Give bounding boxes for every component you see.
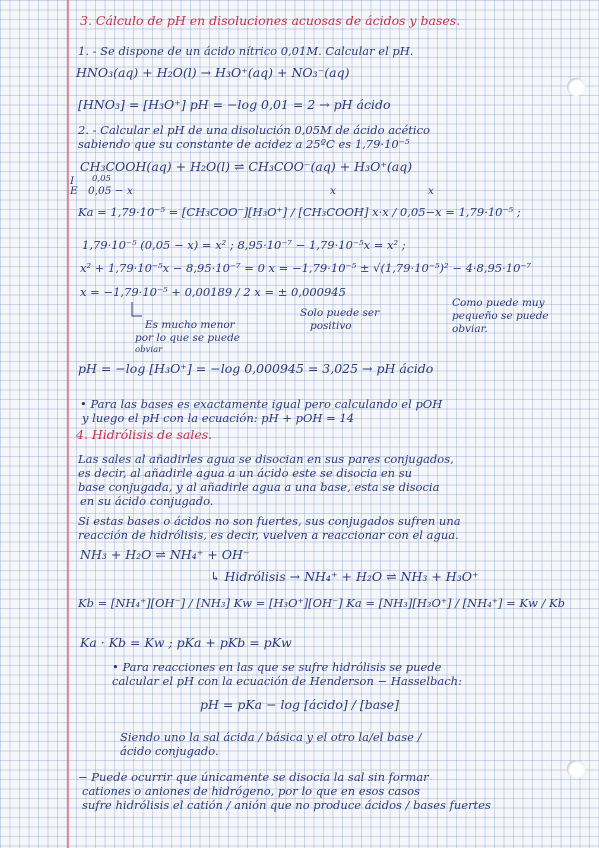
hydrolysis-text-6: reacción de hidrólisis, es decir, vuelven a reaccionar con el agua. [78,528,459,542]
annotation-only-positive-a: Solo puede ser [300,307,380,319]
equation-ka-expression: Ka = 1,79·10⁻⁵ = [CH₃COO⁻][H₃O⁺] / [CH₃COOH] x·x / 0,05−x = 1,79·10⁻⁵ ; [78,205,521,219]
final-note-a: − Puede ocurrir que únicamente se disocia la sal sin formar [78,770,429,784]
equation-kb-kw-ka: Kb = [NH₄⁺][OH⁻] / [NH₃] Kw = [H₃O⁺][OH⁻] Ka = [NH₃][H₃O⁺] / [NH₄⁺] = Kw / Kb [78,596,565,610]
annotation-much-smaller: Es mucho menor [145,319,235,331]
annotation-very-small-a: Como puede muy [452,297,545,309]
hydrolysis-text-5: Si estas bases o ácidos no son fuertes, sus conjugados sufren una [78,514,461,528]
binder-hole-bottom [567,760,585,778]
equation-ka-kb-relation: Ka · Kb = Kw ; pKa + pKb = pKw [80,635,292,650]
section-4-heading: 4. Hidrólisis de sales. [76,427,213,442]
final-note-b: cationes o aniones de hidrógeno, por lo que en esos casos [82,784,421,798]
equation-hydrolysis-ammonium: ↳ Hidrólisis → NH₄⁺ + H₂O ⇌ NH₃ + H₃O⁺ [210,569,479,584]
henderson-explanation-b: ácido conjugado. [120,744,219,758]
equation-acetic-acid: CH₃COOH(aq) + H₂O(l) ⇌ CH₃COO⁻(aq) + H₃O⁺(aq) [80,159,413,174]
problem-2-statement-a: 2. - Calcular el pH de una disolución 0,05M de ácido acético [78,123,430,137]
annotation-very-small-c: obviar. [452,323,488,335]
notebook-margin-line [67,0,69,848]
henderson-note-a: • Para reacciones en las que se sufre hidrólisis se puede [112,660,442,674]
ice-row-equilibrium-acetate: x [330,185,336,197]
equation-nitric-acid: HNO₃(aq) + H₂O(l) → H₃O⁺(aq) + NO₃⁻(aq) [76,65,350,80]
ice-row-equilibrium-acid: 0,05 − x [88,185,133,197]
hydrolysis-text-2: es decir, al añadirle agua a un ácido este se disocia en su [78,466,413,480]
hydrolysis-text-4: en su ácido conjugado. [80,494,214,508]
henderson-note-b: calcular el pH con la ecuación de Henderson − Hasselbach: [112,674,462,688]
binder-hole-top [567,78,585,96]
equation-quadratic-solution: x = −1,79·10⁻⁵ + 0,00189 / 2 x = ± 0,000945 [80,285,346,299]
problem-2-statement-b: sabiendo que su constante de acidez a 25ºC es 1,79·10⁻⁵ [78,137,410,151]
ice-row-equilibrium-hydronium: x [428,185,434,197]
section-3-heading: 3. Cálculo de pH en disoluciones acuosas de ácidos y bases. [80,13,461,28]
equation-ammonia: NH₃ + H₂O ⇌ NH₄⁺ + OH⁻ [80,547,250,562]
equation-ka-expanded: 1,79·10⁻⁵ (0,05 − x) = x² ; 8,95·10⁻⁷ − 1,79·10⁻⁵x = x² ; [82,238,406,252]
hydrolysis-text-3: base conjugada, y al añadirle agua a una base, esta se disocia [78,480,440,494]
equation-ph-nitric: [HNO₃] = [H₃O⁺] pH = −log 0,01 = 2 → pH ácido [78,97,391,112]
bases-note-a: • Para las bases es exactamente igual pero calculando el pOH [80,397,443,411]
problem-1-statement: 1. - Se dispone de un ácido nítrico 0,01M. Calcular el pH. [78,44,414,58]
equation-ph-acetic: pH = −log [H₃O⁺] = −log 0,000945 = 3,025 → pH ácido [78,361,434,376]
annotation-can-be: por lo que se puede [135,332,241,344]
hydrolysis-text-1: Las sales al añadirles agua se disocian en sus pares conjugados, [78,452,454,466]
bases-note-b: y luego el pH con la ecuación: pH + pOH = 14 [82,411,355,425]
annotation-very-small-b: pequeño se puede [452,310,549,322]
final-note-c: sufre hidrólisis el catión / anión que no produce ácidos / bases fuertes [82,798,491,812]
henderson-explanation-a: Siendo uno la sal ácida / básica y el otro la/el base / [120,730,422,744]
equation-henderson-hasselbalch: pH = pKa − log [ácido] / [base] [200,697,399,712]
ice-row-initial-label: I [70,175,75,187]
annotation-only-positive-b: positivo [310,320,352,332]
equation-quadratic: x² + 1,79·10⁻⁵x − 8,95·10⁻⁷ = 0 x = −1,79·10⁻⁵ ± √(1,79·10⁻⁵)² − 4·8,95·10⁻⁷ [80,261,532,275]
annotation-ignored: obviar [135,345,163,355]
ice-row-equilibrium-label: E [70,185,78,197]
ice-row-initial-value: 0,05 [92,174,111,184]
